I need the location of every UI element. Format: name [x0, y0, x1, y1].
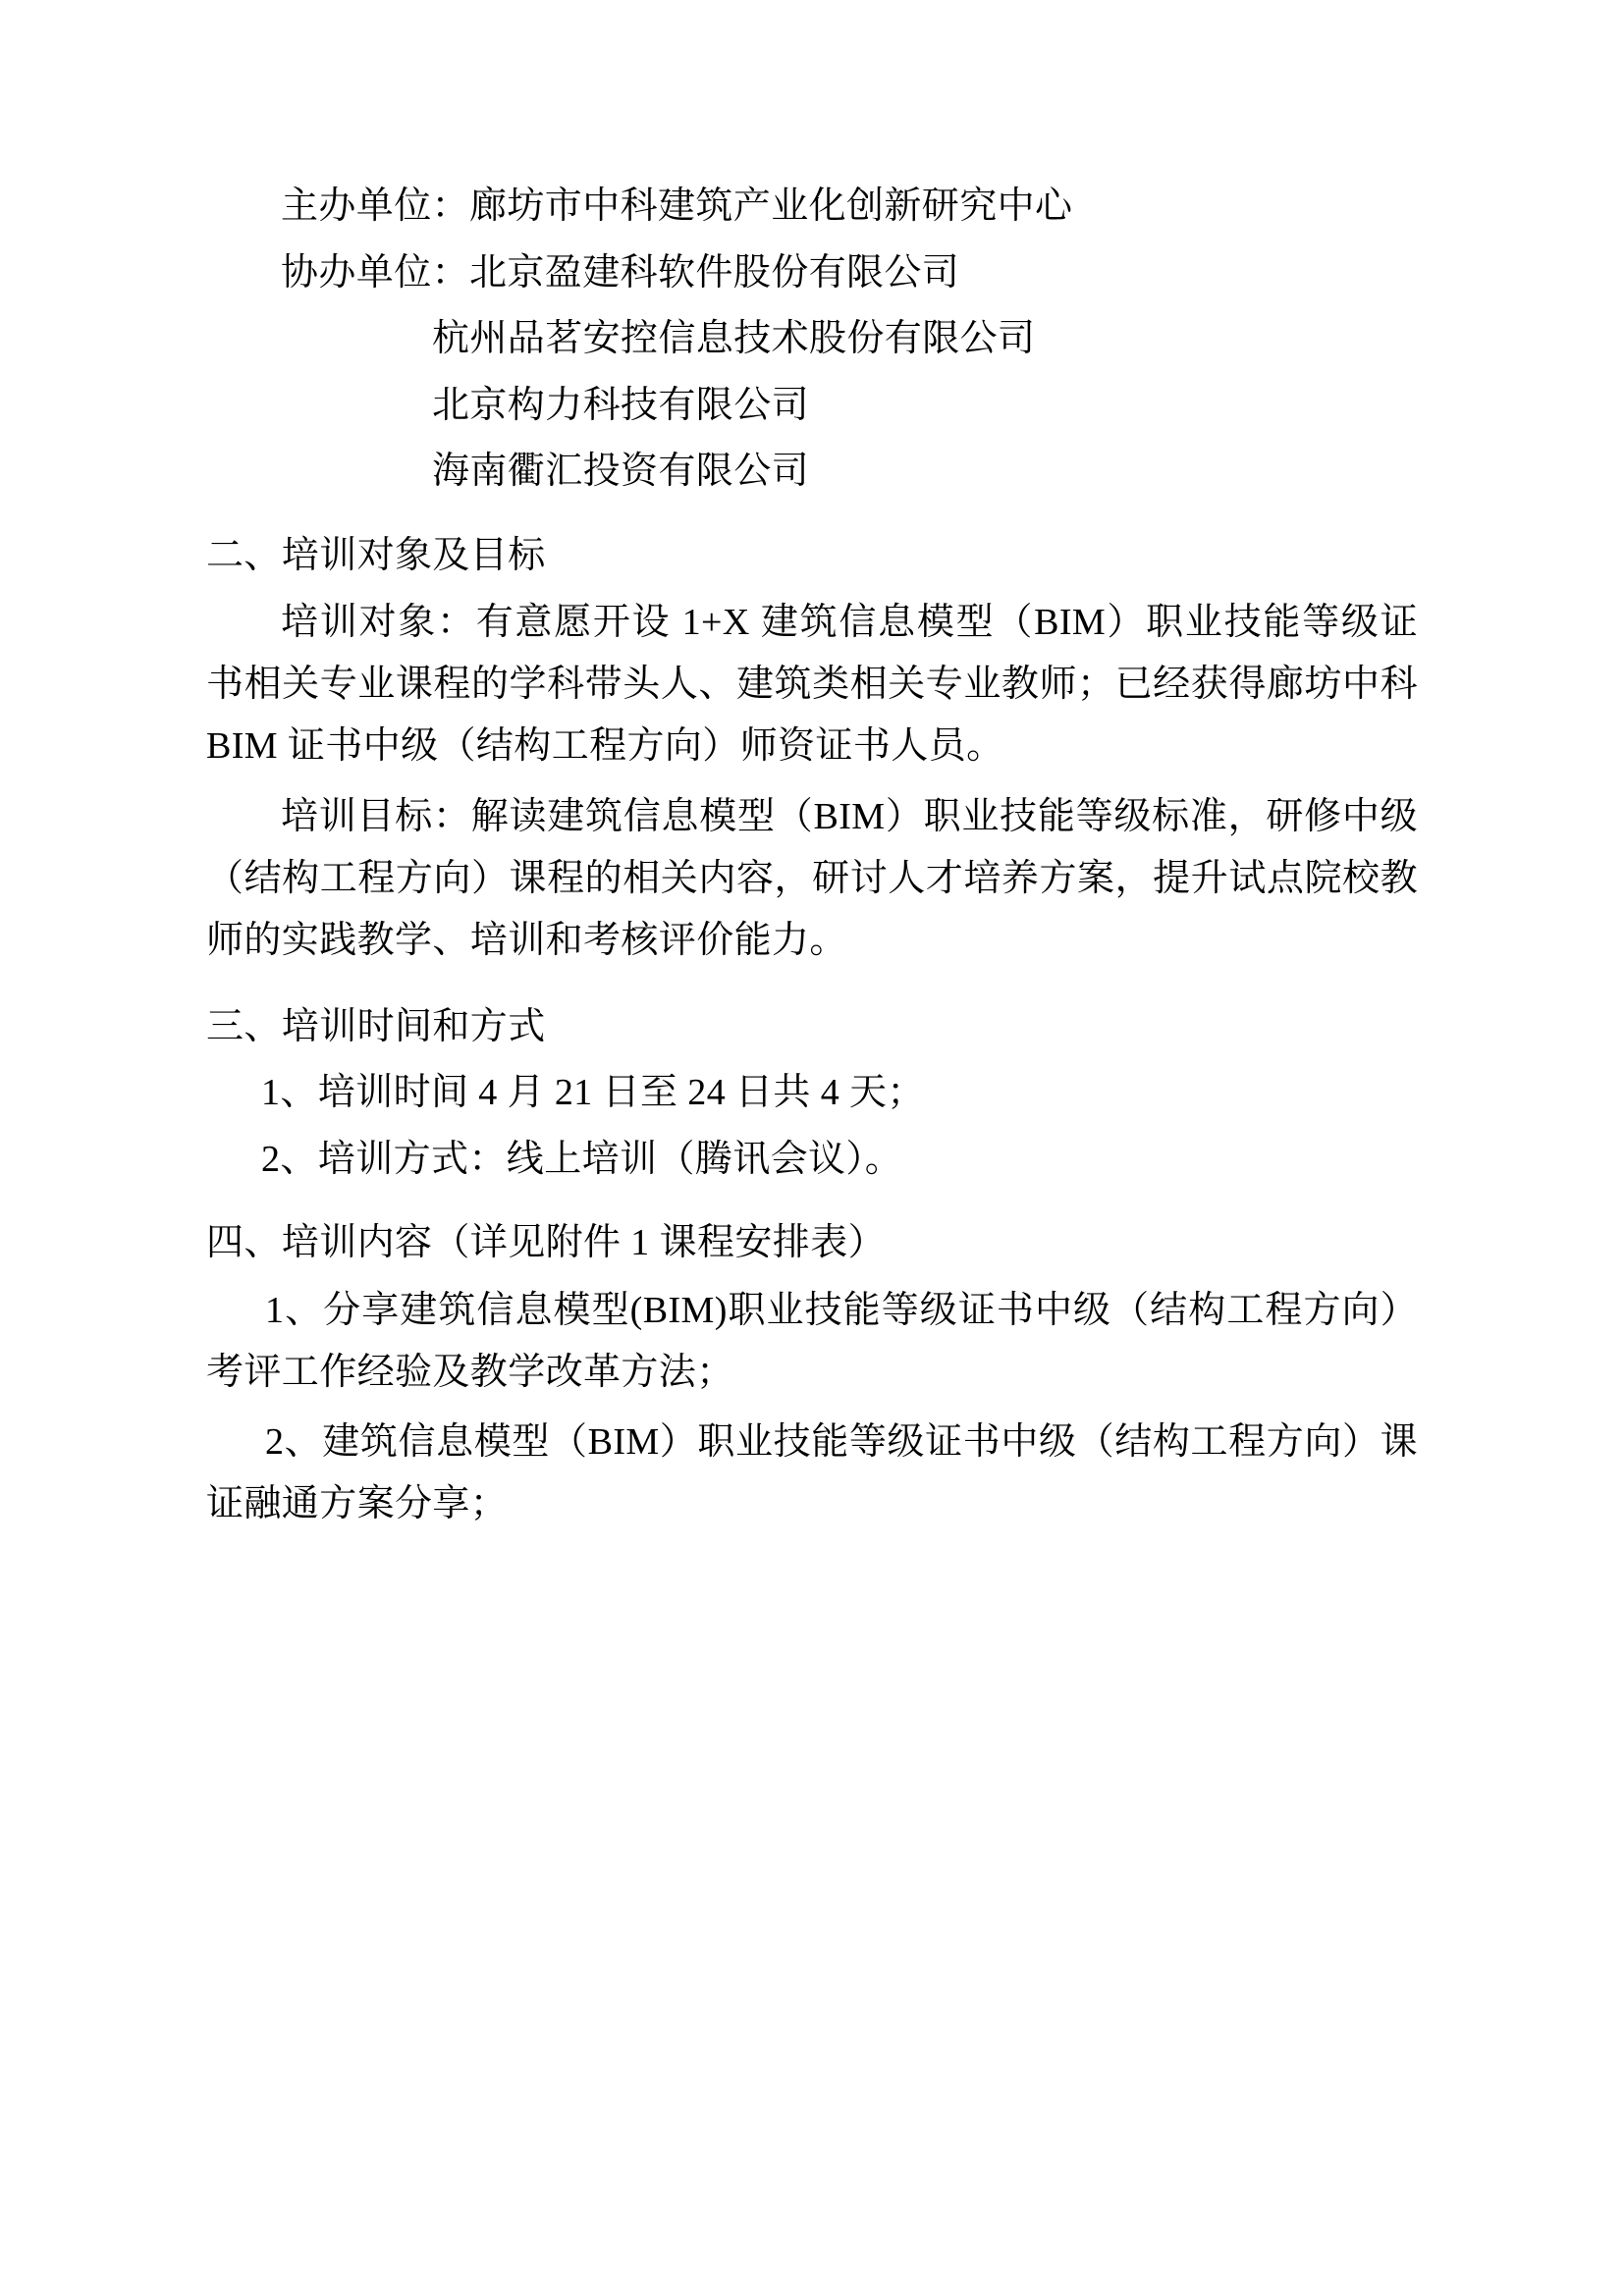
section-4-item-1: 1、分享建筑信息模型(BIM)职业技能等级证书中级（结构工程方向）考评工作经验及教学改革方法； — [206, 1289, 1418, 1394]
section-3-item-1: 1、培训时间 4 月 21 日至 24 日共 4 天； — [261, 1072, 925, 1114]
section-heading-2: 二、培训对象及目标 — [206, 534, 546, 576]
section-heading-3: 三、培训时间和方式 — [206, 1005, 546, 1047]
section-heading-4: 四、培训内容（详见附件 1 课程安排表） — [206, 1222, 887, 1264]
section-4-item-2: 2、建筑信息模型（BIM）职业技能等级证书中级（结构工程方向）课证融通方案分享； — [206, 1421, 1418, 1525]
coorganizer-item-2: 北京构力科技有限公司 — [432, 384, 810, 426]
section-3-item-2: 2、培训方式：线上培训（腾讯会议）。 — [261, 1138, 903, 1180]
document-body — [206, 177, 1418, 1535]
section-2-paragraph-2: 培训目标：解读建筑信息模型（BIM）职业技能等级标准，研修中级（结构工程方向）课程的相关内容，研讨人才培养方案，提升试点院校教师的实践教学、培训和考核评价能力。 — [206, 795, 1418, 961]
organizer-line: 主办单位：廊坊市中科建筑产业化创新研究中心 — [281, 186, 1073, 227]
section-2-paragraph-1: 培训对象：有意愿开设 1+X 建筑信息模型（BIM）职业技能等级证书相关专业课程的学科带头人、建筑类相关专业教师；已经获得廊坊中科 BIM 证书中级（结构工程方向）师资证书人员。 — [206, 602, 1418, 768]
coorganizer-item-3: 海南衢汇投资有限公司 — [432, 451, 810, 493]
coorganizer-line: 协办单位：北京盈建科软件股份有限公司 — [281, 251, 960, 294]
coorganizer-item-1: 杭州品茗安控信息技术股份有限公司 — [432, 318, 1036, 360]
